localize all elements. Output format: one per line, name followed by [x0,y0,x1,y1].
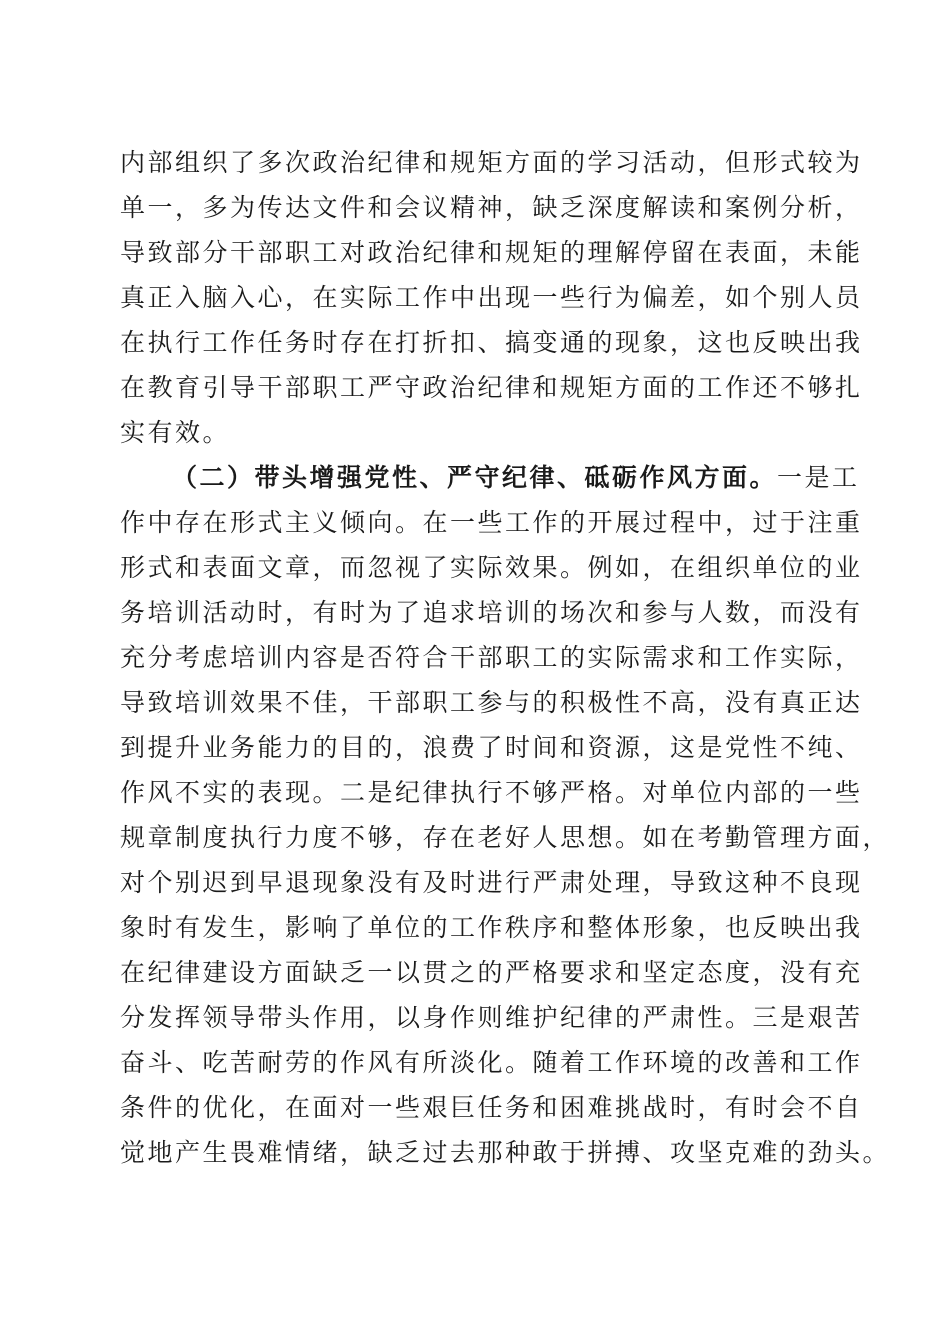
paragraph-line: 实有效。 [120,418,231,447]
paragraph-line: 象时有发生，影响了单位的工作秩序和整体形象，也反映出我 [120,913,863,942]
paragraph-line: 分发挥领导带头作用，以身作则维护纪律的严肃性。三是艰苦 [120,1003,863,1032]
paragraph-line: 单一，多为传达文件和会议精神，缺乏深度解读和案例分析， [120,193,863,222]
paragraph-line: 形式和表面文章，而忽视了实际效果。例如，在组织单位的业 [120,553,863,582]
paragraph-line: 在教育引导干部职工严守政治纪律和规矩方面的工作还不够扎 [120,373,863,402]
paragraph-line: 对个别迟到早退现象没有及时进行严肃处理，导致这种不良现 [120,868,863,897]
paragraph-line: 在纪律建设方面缺乏一以贯之的严格要求和坚定态度，没有充 [120,958,863,987]
paragraph-line: 规章制度执行力度不够，存在老好人思想。如在考勤管理方面， [120,823,891,852]
section-heading: （二）带头增强党性、严守纪律、砥砺作风方面。 [172,463,778,492]
paragraph-line: 导致部分干部职工对政治纪律和规矩的理解停留在表面，未能 [120,238,863,267]
paragraph-line: 真正入脑入心，在实际工作中出现一些行为偏差，如个别人员 [120,283,863,312]
paragraph-first-line [120,455,860,500]
paragraph-line: 条件的优化，在面对一些艰巨任务和困难挑战时，有时会不自 [120,1093,863,1122]
paragraph-line: 内部组织了多次政治纪律和规矩方面的学习活动，但形式较为 [120,148,863,177]
paragraph-line: 奋斗、吃苦耐劳的作风有所淡化。随着工作环境的改善和工作 [120,1048,863,1077]
document-body [120,140,891,1175]
paragraph-line: 在执行工作任务时存在打折扣、搞变通的现象，这也反映出我 [120,328,863,357]
paragraph-line: 务培训活动时，有时为了追求培训的场次和参与人数，而没有 [120,598,863,627]
paragraph-2 [120,455,891,1175]
paragraph-line: 到提升业务能力的目的，浪费了时间和资源，这是党性不纯、 [120,733,863,762]
paragraph-line: 充分考虑培训内容是否符合干部职工的实际需求和工作实际， [120,643,863,672]
paragraph-line: 作中存在形式主义倾向。在一些工作的开展过程中，过于注重 [120,508,863,537]
paragraph-line-rest: 一是工 [777,463,860,492]
paragraph-line: 导致培训效果不佳，干部职工参与的积极性不高，没有真正达 [120,688,863,717]
paragraph-line: 觉地产生畏难情绪，缺乏过去那种敢于拼搏、攻坚克难的劲头。 [120,1138,891,1167]
paragraph-line: 作风不实的表现。二是纪律执行不够严格。对单位内部的一些 [120,778,863,807]
paragraph-1 [120,140,863,455]
